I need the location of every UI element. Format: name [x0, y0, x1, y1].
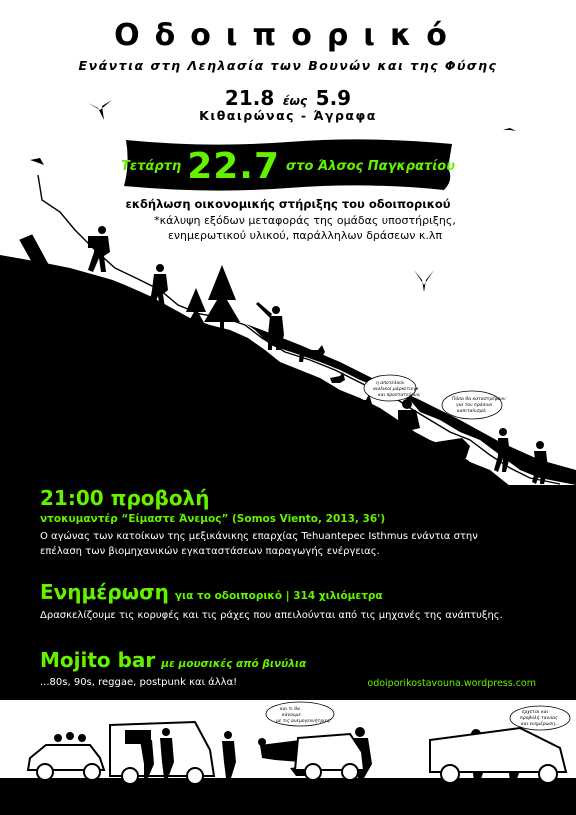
event-title: εκδήλωση οικονομικής στήριξης του οδοιπορικού — [125, 197, 451, 211]
svg-text:για τον πράσινο: για τον πράσινο — [456, 403, 493, 408]
event-note: *κάλυψη εξόδων μεταφοράς της ομάδας υποστήριξης, ενημερωτικού υλικού, παράλληλων δράσεων κ.λπ — [154, 214, 456, 242]
svg-text:Πόσα θα καταστρέψουν: Πόσα θα καταστρέψουν — [452, 397, 506, 402]
street-scene — [0, 700, 576, 815]
svg-text:κάνουμε: κάνουμε — [282, 713, 301, 718]
event-venue: στο Άλσος Παγκρατίου — [286, 158, 455, 174]
date-range — [0, 86, 576, 110]
speech-bubble-3 — [266, 702, 334, 726]
svg-text:αιολικοί μάρκετινγκ: αιολικοί μάρκετινγκ — [373, 387, 419, 392]
svg-text:με τις ανεμογεννήτριες;: με τις ανεμογεννήτριες; — [276, 719, 332, 724]
svg-text:και προστατεύουν;: και προστατεύουν; — [378, 393, 421, 398]
svg-text:και ενημέρωση...: και ενημέρωση... — [521, 722, 560, 727]
screening-subtitle: ντοκυμαντέρ “Είμαστε Άνεμος” (Somos Viento, 2013, 36') — [40, 513, 386, 525]
svg-text:η αποτελούν: η αποτελούν — [376, 381, 405, 386]
website-link[interactable]: odoiporikostavouna.wordpress.com — [367, 678, 536, 689]
briefing-title: Ενημέρωση για το οδοιπορικό | 314 χιλιόμετρα — [40, 580, 383, 604]
speech-bubble-1 — [364, 375, 421, 401]
event-day: Τετάρτη — [121, 158, 182, 174]
svg-text:έρχεται και: έρχεται και — [522, 710, 549, 715]
poster-subtitle: Ενάντια στη Λεηλασία των Βουνών και της Φύσης — [78, 58, 498, 73]
svg-text:καπιταλισμό;: καπιταλισμό; — [457, 409, 487, 414]
svg-text:προβολή ταινίας: προβολή ταινίας — [520, 716, 558, 721]
poster-title: Οδοιπορικό — [114, 18, 462, 53]
event-banner-text — [118, 141, 458, 191]
briefing-description: Δρασκελίζουμε τις κορυφές και τις ράχες που απειλούνται από τις μηχανές της ανάπτυξης. — [40, 610, 503, 621]
screening-title: 21:00 προβολή — [40, 486, 210, 510]
date-end: 5.9 — [315, 86, 352, 110]
date-start: 21.8 — [224, 86, 275, 110]
date-connector: έως — [282, 94, 308, 108]
places: Κιθαιρώνας - Άγραφα — [199, 108, 377, 123]
bar-title: Mojito bar με μουσικές από βινύλια — [40, 648, 307, 672]
event-date: 22.7 — [187, 145, 281, 187]
screening-description: Ο αγώνας των κατοίκων της μεξικάνικης επαρχίας Tehuantepec Isthmus ενάντια στην επέλαση των βιομηχανικών εγκαταστάσεων παραγωγής ενέργειας. — [40, 531, 478, 557]
bar-description: ...80s, 90s, reggae, postpunk και άλλα! — [40, 677, 238, 688]
speech-bubble-4 — [510, 706, 570, 730]
speech-bubble-2 — [442, 391, 506, 419]
svg-text:και τι θα: και τι θα — [280, 707, 300, 712]
